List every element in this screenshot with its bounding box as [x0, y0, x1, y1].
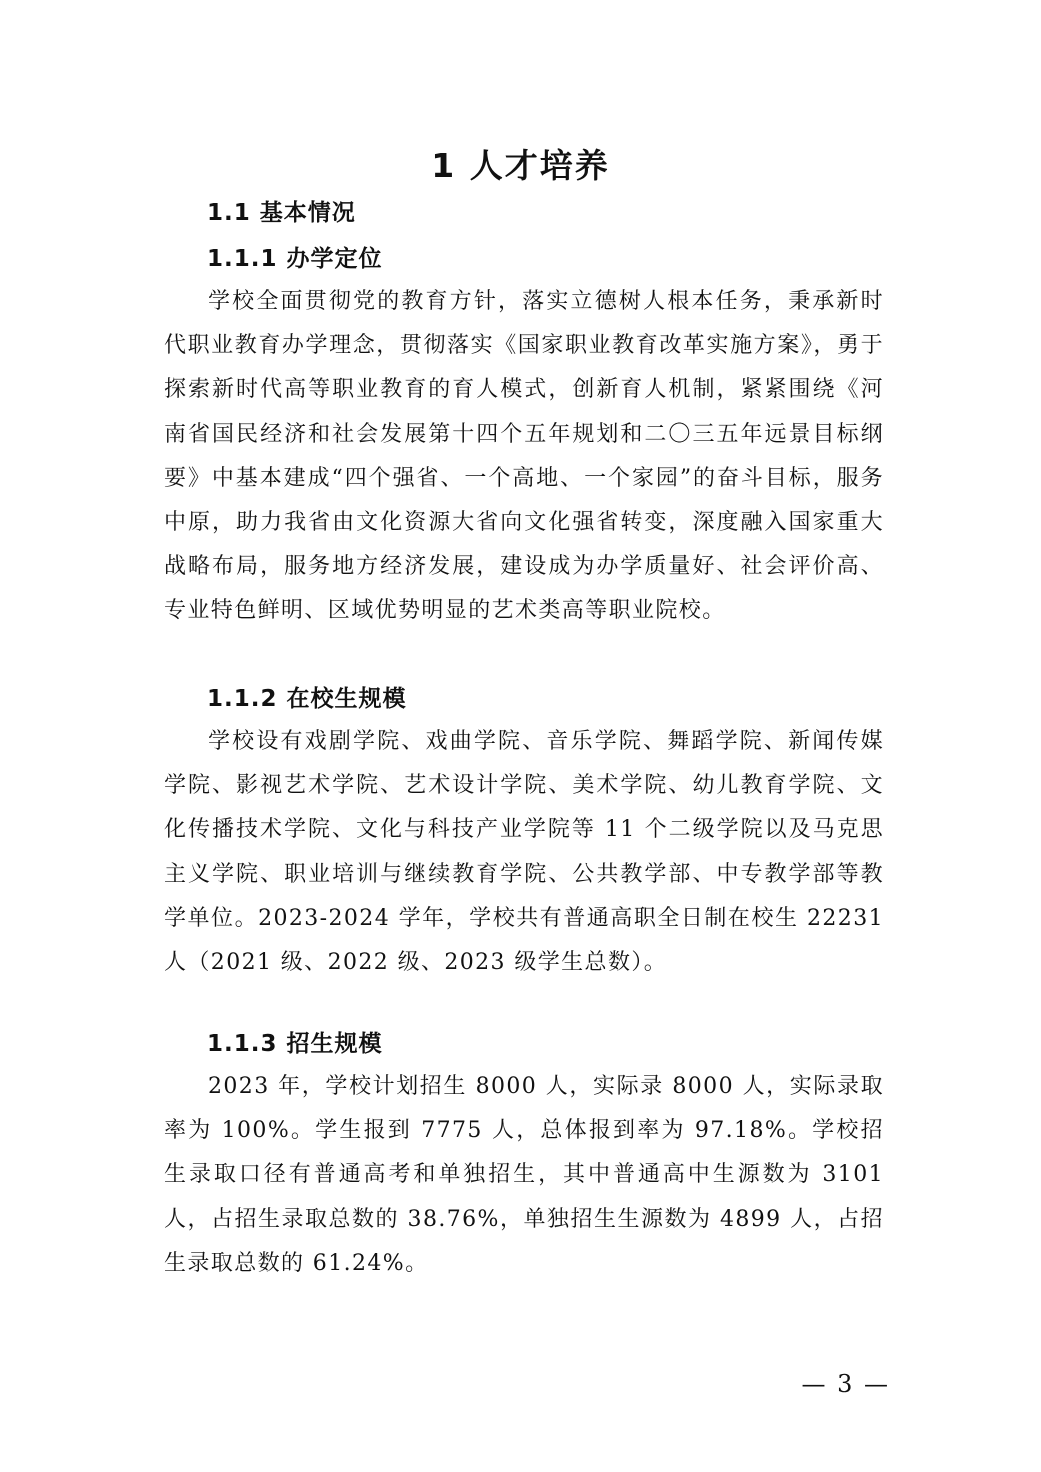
section-heading-1-1-1: 1.1.1 办学定位 [207, 246, 383, 272]
paragraph-school-positioning: 学校全面贯彻党的教育方针，落实立德树人根本任务，秉承新时代职业教育办学理念，贯彻落实《国家职业教育改革实施方案》，勇于探索新时代高等职业教育的育人模式，创新育人机制，紧紧围绕《河南省国民经济和社会发展第十四个五年规划和二〇三五年远景目标纲要》中基本建成“四个强省、一个高地、一个家园”的奋斗目标，服务中原，助力我省由文化资源大省向文化强省转变，深度融入国家重大战略布局，服务地方经济发展，建设成为办学质量好、社会评价高、专业特色鲜明、区域优势明显的艺术类高等职业院校。 [164, 289, 884, 624]
section-heading-1-1-3: 1.1.3 招生规模 [207, 1031, 383, 1057]
section-heading-1-1: 1.1 基本情况 [207, 200, 356, 226]
page-number: — 3 — [801, 1370, 890, 1398]
chapter-title: 1 人才培养 [431, 146, 610, 185]
section-heading-1-1-2: 1.1.2 在校生规模 [207, 686, 407, 712]
paragraph-enrollment-scale: 学校设有戏剧学院、戏曲学院、音乐学院、舞蹈学院、新闻传媒学院、影视艺术学院、艺术设计学院、美术学院、幼儿教育学院、文化传播技术学院、文化与科技产业学院等 11 个二级学院以及马克思主义学院、职业培训与继续教育学院、公共教学部、中专教学部等教学单位。2023-2024 学年，学校共有普通高职全日制在校生 22231 人（2021 级、2022 级、2023 级学生总数）。 [164, 729, 884, 976]
paragraph-admission-scale: 2023 年，学校计划招生 8000 人，实际录 8000 人，实际录取率为 100%。学生报到 7775 人，总体报到率为 97.18%。学校招生录取口径有普通高考和单独招生，其中普通高中生源数为 3101 人，占招生录取总数的 38.76%，单独招生生源数为 4899 人，占招生录取总数的 61.24%。 [164, 1074, 884, 1276]
